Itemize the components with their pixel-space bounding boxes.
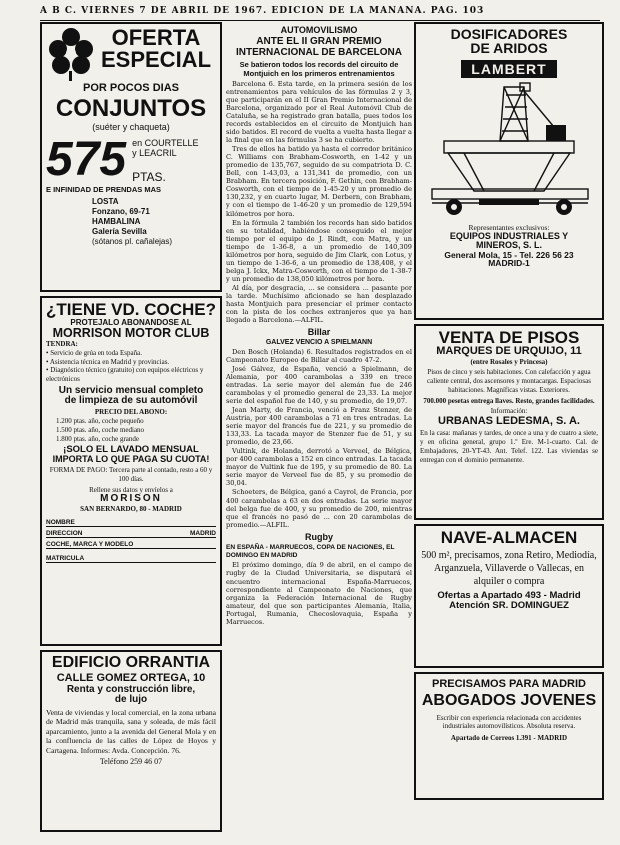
column-middle [226,22,412,842]
ad-coche-club: MORRISON MOTOR CLUB [52,326,210,341]
ad-pisos [414,324,604,520]
auto-para-2: Tres de ellos ha batido ya hasta el corredor británico C. Williams con Brabham-Cosworth, en 1-42 y un promedio de 135,767, seguido de su compatriota D. C. Bell, con 1-43,03, a 131,341 de promedio, con un Brabham. En tercera posición, F. Gethin, con Brabham-Cosworth, con el tiempo de 1-45-20 y un promedio de 130,232, y en cuarto lugar, M. Derbern, con Brabham, y con el tiempo de 1-46-20 y un promedio de 129,594 kilómetros por hora. [226,145,412,218]
ad-orrantia [40,650,222,832]
billar-para-3: Jean Marty, de Francia, venció a Franz Stenzer, de Austria, por 400 carambolas a 71 en tres entradas. La serie mayor del francés fue de 221, y su promedio de 133,33. La tacada mayor de Stenzer fue de 51, y su promedio, de 23,66. [226,406,412,447]
ad-coche-item-3: • Diagnóstico técnico (gratuito) con equipos eléctricos y electrónicos [46,366,204,384]
dosificador-machine-icon [424,81,594,221]
ad-pisos-body: Pisos de cinco y seis habitaciones. Con calefacción y agua caliente central, dos ascensores y montacargas. Espaciosas habitaciones. Magníficas vistas. Exteriores. [427,368,591,394]
ad-nave [414,524,604,668]
ad-pisos-between: (entre Rosales y Princesa) [470,357,548,366]
ad-abogados-line2: ABOGADOS JOVENES [421,692,597,710]
ad-aridos-title1: DOSIFICADORES [450,26,568,42]
ad-abogados-contact: Apartado de Correos 1.391 - MADRID [450,734,568,743]
ad-orrantia-street: CALLE GOMEZ ORTEGA, 10 [56,672,206,685]
auto-subhead: Se batieron todos los records del circuito de Montjuich en los primeros entrenamientos [239,60,399,78]
ad-oferta-shop2: Fonzano, 69-71 [92,207,150,217]
ad-coche-solo2: IMPORTA LO QUE PAGA SU CUOTA! [52,454,210,465]
rugby-para-1: El próximo domingo, día 9 de abril, en el campo de rugby de la Ciudad Universitaria, se disputará el encuentro internacional España-Marruecos, correspondiente al Campeonato de Naciones, que organiza la Federación Internacional de Rugby amateur, del que son participantes Alemania, Italia, Portugal, Rumania, Checoslovaquia, España y Marruecos. [226,561,412,626]
ad-nave-contact1: Ofertas a Apartado 493 - Madrid [437,590,581,602]
ad-pisos-info: Información: [490,407,528,416]
page-header: A B C. VIERNES 7 DE ABRIL DE 1967. EDICION DE LA MAÑANA. PAG. 103 [40,6,485,16]
billar-para-5: Schoeters, de Bélgica, ganó a Cayrol, de Francia, por 400 carambolas a 63 en dos entradas. La serie mayor del belga fue de 400, y su promedio de 200, mientras que el francés no pasó de ... con 20 carambolas de promedio.—ALFIL. [226,488,412,529]
ad-aridos [414,22,604,320]
ad-nave-body: 500 m², precisamos, zona Retiro, Mediodía, Arganzuela, Villaverde o Vallecas, en alquiler o compra [421,550,597,588]
ad-oferta-line5: (suéter y chaqueta) [92,121,170,132]
ad-oferta-price: 575 [46,132,127,186]
ad-aridos-company2: MINEROS, S. L. [475,240,542,251]
ad-nave-title: NAVE-ALMACEN [440,528,578,547]
ad-oferta-line1: OFERTA [111,25,201,50]
ad-nave-contact2: Atención SR. DOMINGUEZ [449,600,569,612]
flower-icon [46,27,96,81]
ad-abogados-line1: PRECISAMOS PARA MADRID [431,678,586,690]
ad-aridos-addr: General Mola, 15 - Tel. 226 56 23 [444,249,574,260]
ad-orrantia-tel: Teléfono 259 46 07 [99,757,163,767]
form-line-nombre: NOMBRE [46,516,216,527]
ad-oferta [40,22,222,292]
billar-para-4: Vultink, de Holanda, derrotó a Verveel, de Bélgica, por 400 carambolas a 152 en cinco entradas. La tacada mayor de Vultink fue de 195, y su promedio de 80. La serie mayor de Verveel fue de 85, y su promedio de 30,04. [226,447,412,488]
ad-coche-promo1: Un servicio mensual completo [58,384,204,396]
auto-para-1: Barcelona 6. Esta tarde, en la primera sesión de los entrenamientos para vehículos de las fórmulas 2 y 3, que participarán en el II Gran Premio Internacional de Barcelona, organizado por el Real Automóvil Club de Cataluña, se ha registrado gran batalla, pues todos los records establecidos en el circuito de Montjuich han sido batidos. El record de vuelta a vuelta hasta llegar a la final que en las fórmulas 3 se ha cubierto. [226,80,412,145]
ad-oferta-shop5: (sótanos pl. cañalejas) [92,237,173,247]
billar-para-2: José Gálvez, de España, venció a Spielmann, de Alemania, por 400 carambolas a 339 en trece entradas. La serie mayor del alemán fue de 246 carambolas y el promedio general de 23,33. La mejor serie del español fue de 140, y su promedio, de 19,07. [226,365,412,406]
billar-headline: GALVEZ VENCIO A SPIELMANN [265,338,373,346]
auto-headline: ANTE EL II GRAN PREMIO INTERNACIONAL DE BARCELONA [236,36,402,58]
ad-aridos-brand: LAMBERT [461,60,556,78]
auto-section: AUTOMOVILISMO [280,25,358,35]
billar-article [226,348,412,529]
column-right [414,22,604,842]
ad-oferta-price-unit: PTAS. [132,169,166,184]
ad-coche-item-1: • Servicio de grúa en toda España. [46,348,142,357]
ad-oferta-line4: CONJUNTOS [55,95,207,123]
ad-pisos-street: MARQUES DE URQUIJO, 11 [436,345,582,358]
ad-coche-tendra: TENDRA: [46,340,78,349]
ad-pisos-title: VENTA DE PISOS [438,328,580,347]
ad-coche-title: ¿TIENE VD. COCHE? [46,300,217,319]
ad-abogados [414,672,604,800]
ad-oferta-line2: ESPECIAL [100,47,212,73]
ad-orrantia-title: EDIFICIO ORRANTIA [51,654,211,671]
ad-coche-sub: PROTEJALO ABONANDOSE AL [70,318,192,328]
rugby-article [226,561,412,625]
header-rule [40,20,600,21]
ad-coche-addr: SAN BERNARDO, 80 - MADRID [80,504,182,513]
auto-para-3: En la fórmula 2 también los records han sido batidos en su totalidad, habiéndose conseguido el mejor tiempo por el equipo de J. Rindt, con Matra, y un tiempo de 1-36-8, a un promedio de 140,309 kilómetros por hora, seguido de Jim Clark, con Lotus, y un tiempo de 1-36-6, a un promedio de 138,408, y el belga J. Ickx, Matra-Cosworth, con el tiempo de 1-38-7 y un promedio de 138,050 kilómetros por hora. [226,218,412,283]
billar-section: Billar [307,326,331,337]
ad-pisos-info-body: En la casa: mañanas y tardes, de once a una y de cuatro a siete, y en oficina general, grupo 1.º Ere. M-1-cuarto. Cal. de Embajadores, 20-YT-43. Ant. Telef. 122. Las viviendas se entregan con el dominio permanente. [420,429,598,464]
ad-aridos-rep: Representantes exclusivos: [468,222,550,232]
ad-pisos-company: URBANAS LEDESMA, S. A. [438,415,580,428]
ad-oferta-shop1: LOSTA [92,197,119,207]
rugby-headline: EN ESPAÑA - MARRUECOS, COPA DE NACIONES, EL DOMINGO EN MADRID [226,543,395,559]
auto-article [226,80,412,324]
ad-oferta-shop3: HAMBALINA [92,217,141,227]
ad-oferta-line8: E INFINIDAD DE PRENDAS MAS [46,184,162,194]
ad-orrantia-body: Venta de viviendas y local comercial, en la zona urbana de Madrid más tranquila, sana y soleada, de más fácil aparcamiento, junto a la avenida del General Mola y en la confluencia de las calles de López de Hoyos y Cartagena. Informes: Avda. Concepción. 76. [46,707,216,755]
ad-coche-precio-2: 1.500 ptas. año, coche mediano [56,425,145,434]
ad-coche-precio-3: 1.800 ptas. año, coche grande [56,434,139,443]
ad-coche-forma: FORMA DE PAGO: Tercera parte al contado, resto a 60 y 100 días. [49,466,213,483]
ad-oferta-shop4: Galería Sevilla [92,227,147,237]
column-left [40,22,222,842]
ad-oferta-line7: y LEACRIL [132,147,177,158]
ad-coche-solo1: ¡SOLO EL LAVADO MENSUAL [63,444,199,456]
billar-para-1: Den Bosch (Holanda) 6. Resultados registrados en el Campeonato Europeo de Billar al cuadro 47-2. [226,347,412,364]
ad-abogados-body: Escribir con experiencia relacionada con accidentes industriales automovilísticos. Absoluta reserva. [436,713,582,731]
ad-orrantia-sub1: Renta y construcción libre, [66,683,196,695]
ad-orrantia-sub2: de lujo [114,693,148,705]
ad-oferta-line3: POR POCOS DIAS [83,82,179,94]
ad-aridos-title2: DE ARIDOS [470,40,548,57]
ad-coche-precio-title: PRECIO DEL ABONO: [94,408,168,417]
ad-coche-morrison: MORISON [100,493,162,505]
ad-coche-rellene: Rellene sus datos y envíelos a [89,485,173,494]
auto-para-4: Al día, por desgracia, ... se considera ... pasante por la tarde. Muchísimo aficionado se han desplazado hasta Montjuich para presenciar el primer contacto con la pista de los coches extranjeros que ya han llegado a Barcelona.—ALFIL. [226,283,412,324]
rugby-section: Rugby [305,531,333,542]
ad-aridos-company1: EQUIPOS INDUSTRIALES Y [449,231,569,242]
ad-aridos-city: MADRID-1 [488,258,530,269]
ad-oferta-line6: en COURTELLE [132,137,199,148]
form-line-coche: COCHE, MARCA Y MODELO [46,538,216,549]
ad-coche-promo2: de limpieza de su automóvil [64,395,198,407]
ad-pisos-price: 700.000 pesetas entrega llaves. Resto, grandes facilidades. [423,396,595,405]
form-line-direccion: DIRECCION MADRID [46,527,216,538]
ad-coche [40,296,222,646]
form-line-matricula: MATRICULA [46,549,216,563]
ad-coche-precio-1: 1.200 ptas. año, coche pequeño [56,417,144,426]
ad-coche-item-2: • Asistencia técnica en Madrid y provincias. [46,357,170,366]
